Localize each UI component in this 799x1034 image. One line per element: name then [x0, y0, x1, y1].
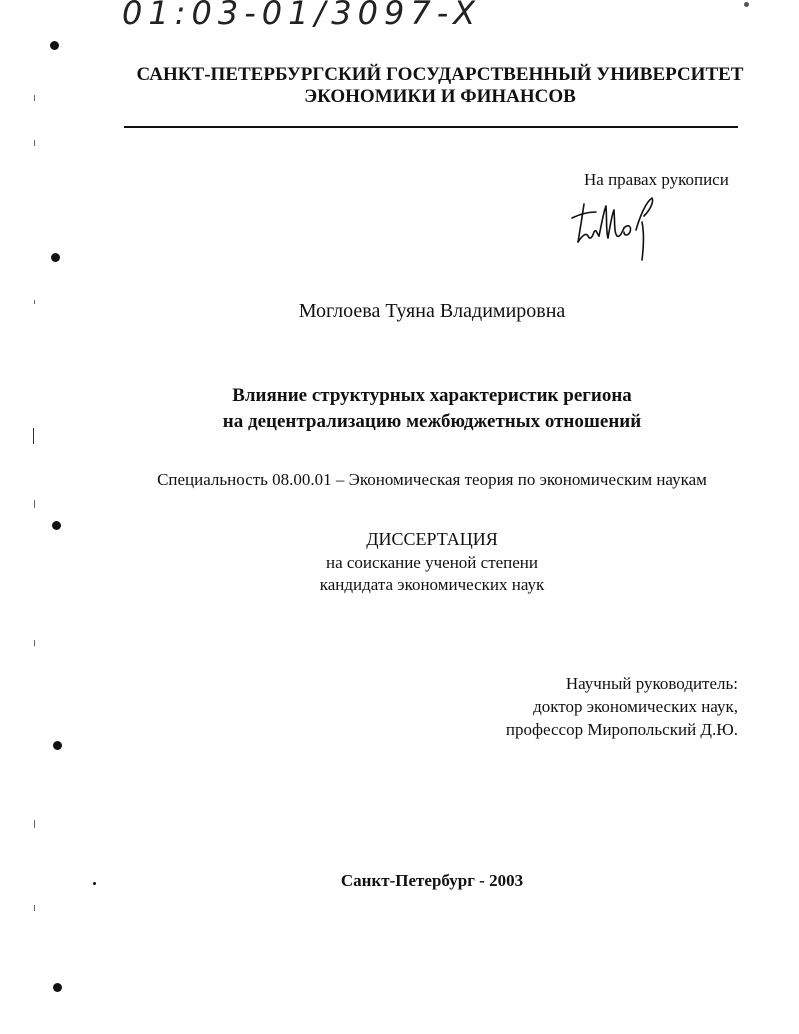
punch-hole	[50, 41, 59, 50]
university-name-line2: ЭКОНОМИКИ И ФИНАНСОВ	[304, 86, 576, 107]
scan-mark	[34, 820, 35, 828]
dissertation-type: ДИССЕРТАЦИЯ	[366, 529, 498, 549]
dissertation-title-line1: Влияние структурных характеристик региона	[232, 385, 632, 406]
punch-hole	[52, 521, 61, 530]
punch-hole	[53, 983, 62, 992]
scan-speck	[744, 2, 749, 7]
author-name: Моглоева Туяна Владимировна	[298, 300, 566, 322]
scan-mark	[34, 300, 35, 304]
archive-number-text: 01:03-01/3097-X	[122, 0, 482, 32]
signature-icon	[570, 192, 660, 264]
scan-mark	[33, 428, 34, 444]
scan-mark	[34, 95, 35, 101]
degree-sought	[100, 552, 764, 596]
scan-mark	[34, 640, 35, 646]
degree-line2: кандидата экономических наук	[319, 575, 545, 594]
punch-hole	[53, 741, 62, 750]
manuscript-note: На правах рукописи	[584, 170, 729, 189]
university-name-line1: САНКТ-ПЕТЕРБУРГСКИЙ ГОСУДАРСТВЕННЫЙ УНИВЕРСИТЕТ	[136, 64, 744, 85]
archive-number	[118, 0, 538, 34]
dissertation-title	[60, 383, 799, 435]
degree-line1: на соискание ученой степени	[325, 553, 539, 572]
dissertation-title-line2: на децентрализацию межбюджетных отношений	[222, 411, 642, 432]
header-divider	[124, 126, 738, 128]
specialty: Специальность 08.00.01 – Экономическая теория по экономическим наукам	[157, 470, 707, 489]
university-name	[80, 64, 799, 108]
scan-mark	[34, 905, 35, 911]
supervisor-degree: доктор экономических наук,	[533, 697, 738, 716]
punch-hole	[51, 253, 60, 262]
scan-speck	[93, 882, 96, 885]
scan-mark	[34, 500, 35, 508]
supervisor-block	[506, 672, 738, 741]
supervisor-label: Научный руководитель:	[565, 674, 738, 693]
city-year: Санкт-Петербург - 2003	[340, 871, 524, 890]
scan-mark	[34, 140, 35, 146]
supervisor-name: профессор Миропольский Д.Ю.	[505, 720, 738, 739]
